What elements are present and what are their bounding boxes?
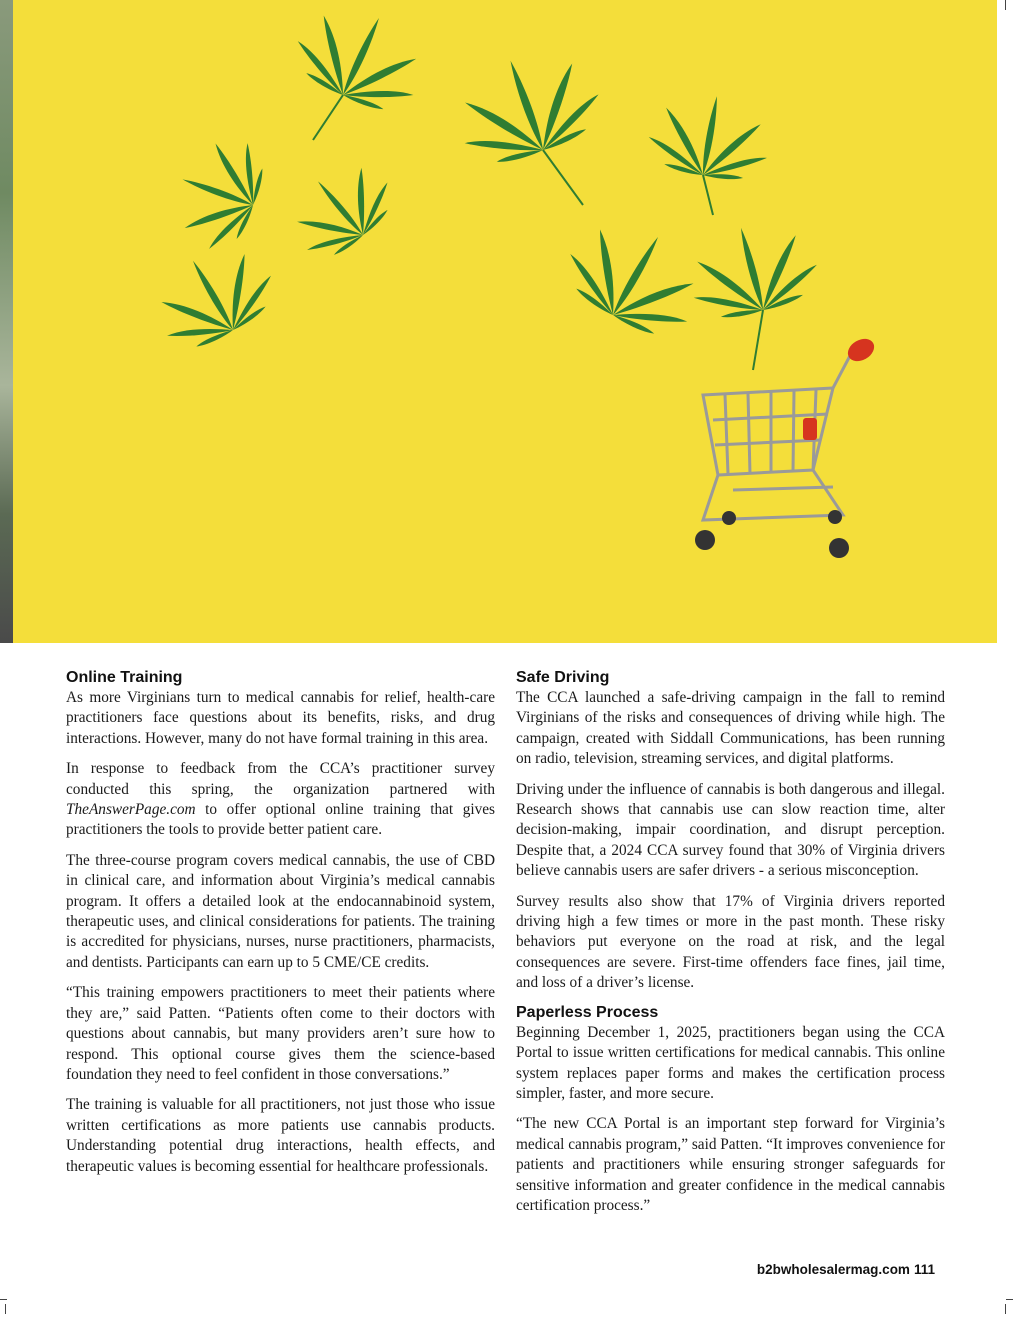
- paragraph: The training is valuable for all practitioners, not just those who issue written certifications as more patients use cannabis products. Understanding potential drug interactions, health effects, and therapeutic values is becoming essential for healthcare professionals.: [66, 1096, 495, 1175]
- paragraph: The CCA launched a safe-driving campaign in the fall to remind Virginians of the risks and consequences of driving while high. The campaign, created with Siddall Communications, has been running on radio, television, streaming services, and digital platforms.: [516, 689, 945, 768]
- shopping-cart-icon: [703, 350, 853, 520]
- paragraph: Survey results also show that 17% of Virginia drivers reported driving high a few times or more in the past month. These risky behaviors put everyone on the road at risk, and the legal consequences are severe. First-time offenders face fines, jail time, and loss of a driver’s license.: [516, 892, 945, 992]
- left-column: [66, 668, 495, 1177]
- paragraph-text: to offer optional online training that gives practitioners the tools to provide better patient care.: [66, 801, 495, 839]
- paragraph: “This training empowers practitioners to meet their patients where they are,” said Patten. “Patients often come to their doctors with questions about cannabis, but many providers aren’t sure how to respond. This optional course gives them the science-based foundation they need to feel confident in those conversations.”: [66, 984, 495, 1083]
- paragraph: [66, 759, 495, 841]
- page-footer: [757, 1262, 935, 1277]
- crop-mark: [1005, 1304, 1006, 1314]
- cannabis-leaves-shopping-cart-illustration: [13, 0, 997, 643]
- paragraph: The three-course program covers medical cannabis, the use of CBD in clinical care, and information about Virginia’s medical cannabis program. It offers a detailed look at the endocannabinoid system, therapeutic uses, and clinical considerations for patients. The training is accredited for physicians, nurses, nurse practitioners, pharmacists, and dentists. Participants can earn up to 5 CME/CE credits.: [66, 851, 495, 971]
- website-link[interactable]: TheAnswerPage.com: [66, 801, 196, 819]
- heading-safe-driving: Safe Driving: [516, 669, 610, 686]
- heading-online-training: Online Training: [66, 669, 183, 686]
- crop-mark: [0, 1299, 7, 1300]
- right-column: [516, 668, 945, 1216]
- edge-photo-strip: [0, 0, 13, 643]
- crop-mark: [1006, 1299, 1013, 1300]
- page-number: 111: [913, 1262, 935, 1277]
- heading-paperless-process: Paperless Process: [516, 1003, 659, 1021]
- paragraph: Driving under the influence of cannabis is both dangerous and illegal. Research shows that cannabis use can slow reaction time, alter decision-making, impair coordination, and disrupt perception. Despite that, a 2024 CCA survey found that 30% of Virginia drivers believe cannabis users are safer drivers - a serious misconception.: [516, 780, 945, 880]
- paragraph: “The new CCA Portal is an important step forward for Virginia’s medical cannabis program,” said Patten. “It improves convenience for patients and practitioners while ensuring stronger safeguards for sensitive information and greater confidence in the medical cannabis certification process.”: [516, 1115, 945, 1214]
- paragraph-text: In response to feedback from the CCA’s practitioner survey conducted this spring, the organization partnered with: [66, 760, 495, 798]
- paragraph: As more Virginians turn to medical cannabis for relief, health-care practitioners face questions about its benefits, risks, and drug interactions. However, many do not have formal training in this area.: [66, 689, 495, 747]
- hero-photo: [13, 0, 997, 643]
- crop-mark: [1005, 0, 1006, 10]
- crop-mark: [5, 1304, 6, 1314]
- paragraph: Beginning December 1, 2025, practitioners began using the CCA Portal to issue written certifications for medical cannabis. This online system replaces paper forms and makes the certification process simpler, faster, and more secure.: [516, 1023, 945, 1102]
- website-url[interactable]: b2bwholesalermag.com: [756, 1262, 910, 1277]
